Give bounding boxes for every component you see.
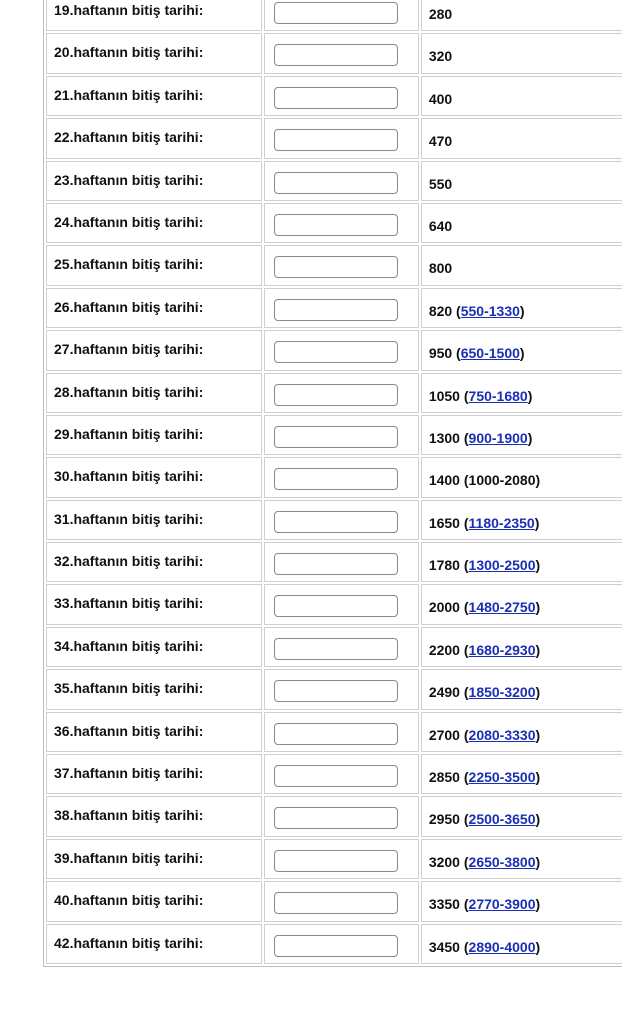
week-label: 34.haftanın bitiş tarihi: [54,637,204,654]
week-value-cell [421,373,622,413]
week-label: 39.haftanın bitiş tarihi: [54,849,204,866]
week-date-input[interactable] [274,341,398,363]
week-label: 40.haftanın bitiş tarihi: [54,892,204,909]
week-value [422,34,622,64]
week-value-cell [421,288,622,328]
week-value [422,797,622,827]
week-label-cell [46,0,262,31]
range-paren-close: ) [535,684,541,701]
range-paren-open: ( [459,769,469,786]
week-value-cell [421,0,622,31]
week-value [422,246,622,276]
week-value-cell [421,542,622,582]
range-link[interactable]: 1480-2750 [468,599,536,616]
week-label-cell [46,245,262,285]
week-input-cell [264,245,419,285]
week-input-cell [264,796,419,836]
week-value [422,458,622,488]
weekly-weight-table [43,0,622,967]
range-link[interactable]: 1680-2930 [468,641,536,658]
week-label: 30.haftanın bitiş tarihi: [54,468,204,485]
table-row [46,924,622,964]
range-paren-open: ( [459,684,469,701]
weight-value: 2700 [428,726,460,743]
range-paren-open: ( [459,557,469,574]
weight-value: 1650 [428,514,460,531]
week-label-cell [46,203,262,243]
week-date-input[interactable] [274,384,398,406]
week-input-cell [264,712,419,752]
week-label-cell [46,796,262,836]
weight-value: 400 [428,90,453,107]
week-date-input[interactable] [274,468,398,490]
week-date-input[interactable] [274,807,398,829]
week-input-cell [264,500,419,540]
week-label: 24.haftanın bitiş tarihi: [54,213,204,230]
range-paren-close: ) [535,641,541,658]
range-paren-close: ) [535,599,541,616]
weight-value: 2950 [428,811,460,828]
table-row [46,754,622,794]
week-date-input[interactable] [274,256,398,278]
weight-value: 1780 [428,557,460,574]
range-paren-open: ( [459,472,469,489]
week-value-cell [421,712,622,752]
range-paren-open: ( [459,387,469,404]
week-label-cell [46,542,262,582]
week-value [422,162,622,192]
week-label: 26.haftanın bitiş tarihi: [54,298,204,315]
week-label-cell [46,288,262,328]
range-paren-close: ) [535,896,541,913]
week-value [422,289,622,319]
week-label-cell [46,330,262,370]
week-date-input[interactable] [274,680,398,702]
week-label: 35.haftanın bitiş tarihi: [54,680,204,697]
range-paren-open: ( [459,853,469,870]
week-label-cell [46,161,262,201]
range-link[interactable]: 650-1500 [460,345,520,362]
week-input-cell [264,415,419,455]
table-row [46,373,622,413]
week-value [422,0,622,22]
week-value [422,77,622,107]
week-value [422,585,622,615]
week-label-cell [46,712,262,752]
week-input-cell [264,542,419,582]
range-link[interactable]: 1300-2500 [468,557,536,574]
week-input-cell [264,76,419,116]
week-value-cell [421,584,622,624]
weight-value: 470 [428,133,453,150]
table-row [46,669,622,709]
weight-value: 550 [428,175,453,192]
week-label-cell [46,500,262,540]
week-input-cell [264,288,419,328]
week-value-cell [421,839,622,879]
week-input-cell [264,373,419,413]
range-link[interactable]: 550-1330 [460,302,520,319]
week-date-input[interactable] [274,935,398,957]
week-value-cell [421,76,622,116]
week-value [422,416,622,446]
week-value [422,331,622,361]
range-paren-open: ( [459,514,469,531]
table-row [46,288,622,328]
range-link[interactable]: 1850-3200 [468,684,536,701]
table-row [46,796,622,836]
week-label: 33.haftanın bitiş tarihi: [54,595,204,612]
week-label: 32.haftanın bitiş tarihi: [54,553,204,570]
range-paren-open: ( [459,599,469,616]
week-value-cell [421,500,622,540]
weight-value: 2000 [428,599,460,616]
week-input-cell [264,924,419,964]
week-label-cell [46,881,262,921]
week-value-cell [421,415,622,455]
week-date-input[interactable] [274,172,398,194]
week-date-input[interactable] [274,892,398,914]
range-paren-close: ) [519,302,525,319]
weight-value: 950 [428,345,453,362]
table-body [46,0,622,964]
week-label: 23.haftanın bitiş tarihi: [54,171,204,188]
week-date-input[interactable] [274,214,398,236]
week-input-cell [264,203,419,243]
weight-value: 800 [428,260,453,277]
range-text: 1000-2080 [468,472,536,489]
weight-value: 3200 [428,853,460,870]
weight-value: 320 [428,48,453,65]
table-row [46,118,622,158]
week-label: 28.haftanın bitiş tarihi: [54,383,204,400]
range-paren-close: ) [535,557,541,574]
week-value-cell [421,330,622,370]
table-row [46,839,622,879]
table-row [46,33,622,73]
week-date-input[interactable] [274,511,398,533]
week-value-cell [421,796,622,836]
week-value-cell [421,203,622,243]
weight-value: 820 [428,302,453,319]
week-label: 37.haftanın bitiş tarihi: [54,765,204,782]
week-label: 21.haftanın bitiş tarihi: [54,86,204,103]
table-row [46,161,622,201]
range-paren-open: ( [459,938,469,955]
weight-value: 3350 [428,896,460,913]
range-paren-open: ( [452,345,461,362]
week-value [422,204,622,234]
weight-value: 2200 [428,641,460,658]
week-input-cell [264,118,419,158]
range-paren-close: ) [519,345,525,362]
range-paren-open: ( [452,302,461,319]
week-date-input[interactable] [274,638,398,660]
table-row [46,881,622,921]
week-value-cell [421,924,622,964]
week-date-input[interactable] [274,299,398,321]
table-row [46,0,622,31]
range-paren-open: ( [459,726,469,743]
table-row [46,584,622,624]
week-label-cell [46,584,262,624]
week-label-cell [46,33,262,73]
range-paren-close: ) [535,472,541,489]
range-paren-close: ) [527,429,533,446]
week-label-cell [46,669,262,709]
week-value-cell [421,881,622,921]
table-row [46,415,622,455]
week-value [422,670,622,700]
week-label-cell [46,118,262,158]
week-date-input[interactable] [274,595,398,617]
week-label: 42.haftanın bitiş tarihi: [54,934,204,951]
week-value [422,119,622,149]
week-label: 38.haftanın bitiş tarihi: [54,807,204,824]
week-label-cell [46,373,262,413]
week-value-cell [421,245,622,285]
table-row [46,245,622,285]
table-row [46,500,622,540]
week-input-cell [264,881,419,921]
week-value-cell [421,118,622,158]
week-value [422,628,622,658]
table-row [46,542,622,582]
table-row [46,203,622,243]
week-date-input[interactable] [274,723,398,745]
week-date-input[interactable] [274,87,398,109]
week-label: 27.haftanın bitiş tarihi: [54,341,204,358]
week-value-cell [421,457,622,497]
range-link[interactable]: 2080-3330 [468,726,536,743]
week-value-cell [421,33,622,73]
range-paren-open: ( [459,641,469,658]
week-label-cell [46,457,262,497]
range-link[interactable]: 2500-3650 [468,811,536,828]
weight-value: 2850 [428,769,460,786]
range-paren-close: ) [535,769,541,786]
week-value [422,925,622,955]
week-input-cell [264,627,419,667]
week-value [422,543,622,573]
week-date-input[interactable] [274,553,398,575]
week-date-input[interactable] [274,765,398,787]
week-input-cell [264,839,419,879]
week-value-cell [421,161,622,201]
week-input-cell [264,0,419,31]
week-value [422,840,622,870]
week-label-cell [46,627,262,667]
week-input-cell [264,457,419,497]
week-input-cell [264,33,419,73]
week-label-cell [46,924,262,964]
range-link[interactable]: 750-1680 [468,387,528,404]
weight-value: 3450 [428,938,460,955]
week-label-cell [46,754,262,794]
week-value-cell [421,754,622,794]
week-label: 25.haftanın bitiş tarihi: [54,256,204,273]
week-value [422,755,622,785]
week-date-input[interactable] [274,44,398,66]
week-input-cell [264,754,419,794]
weight-value: 1400 [428,472,460,489]
week-label: 22.haftanın bitiş tarihi: [54,129,204,146]
weight-value: 640 [428,217,453,234]
week-label: 19.haftanın bitiş tarihi: [54,2,204,18]
week-date-input[interactable] [274,2,398,24]
range-link[interactable]: 900-1900 [468,429,528,446]
range-paren-open: ( [459,429,469,446]
range-paren-open: ( [459,811,469,828]
table-row [46,457,622,497]
weight-value: 2490 [428,684,460,701]
weight-value: 1300 [428,429,460,446]
range-link[interactable]: 2890-4000 [468,938,536,955]
week-value-cell [421,627,622,667]
week-date-input[interactable] [274,426,398,448]
week-label-cell [46,76,262,116]
week-value [422,374,622,404]
week-date-input[interactable] [274,129,398,151]
range-paren-open: ( [459,896,469,913]
week-label: 31.haftanın bitiş tarihi: [54,510,204,527]
table-row [46,76,622,116]
range-paren-close: ) [535,811,541,828]
table-row [46,627,622,667]
week-input-cell [264,161,419,201]
range-paren-close: ) [535,726,541,743]
weight-value: 1050 [428,387,460,404]
range-paren-close: ) [527,387,533,404]
week-label-cell [46,839,262,879]
week-label: 20.haftanın bitiş tarihi: [54,44,204,61]
week-input-cell [264,330,419,370]
week-label-cell [46,415,262,455]
weight-value: 280 [428,6,453,22]
week-value [422,501,622,531]
week-value-cell [421,669,622,709]
range-paren-close: ) [535,938,541,955]
week-label: 36.haftanın bitiş tarihi: [54,722,204,739]
week-value [422,882,622,912]
week-label: 29.haftanın bitiş tarihi: [54,425,204,442]
range-paren-close: ) [534,514,540,531]
range-link[interactable]: 2250-3500 [468,769,536,786]
week-value [422,713,622,743]
range-link[interactable]: 2650-3800 [468,853,536,870]
week-input-cell [264,584,419,624]
range-paren-close: ) [535,853,541,870]
range-link[interactable]: 1180-2350 [468,514,535,531]
week-date-input[interactable] [274,850,398,872]
range-link[interactable]: 2770-3900 [468,896,536,913]
week-input-cell [264,669,419,709]
table-row [46,712,622,752]
table-row [46,330,622,370]
